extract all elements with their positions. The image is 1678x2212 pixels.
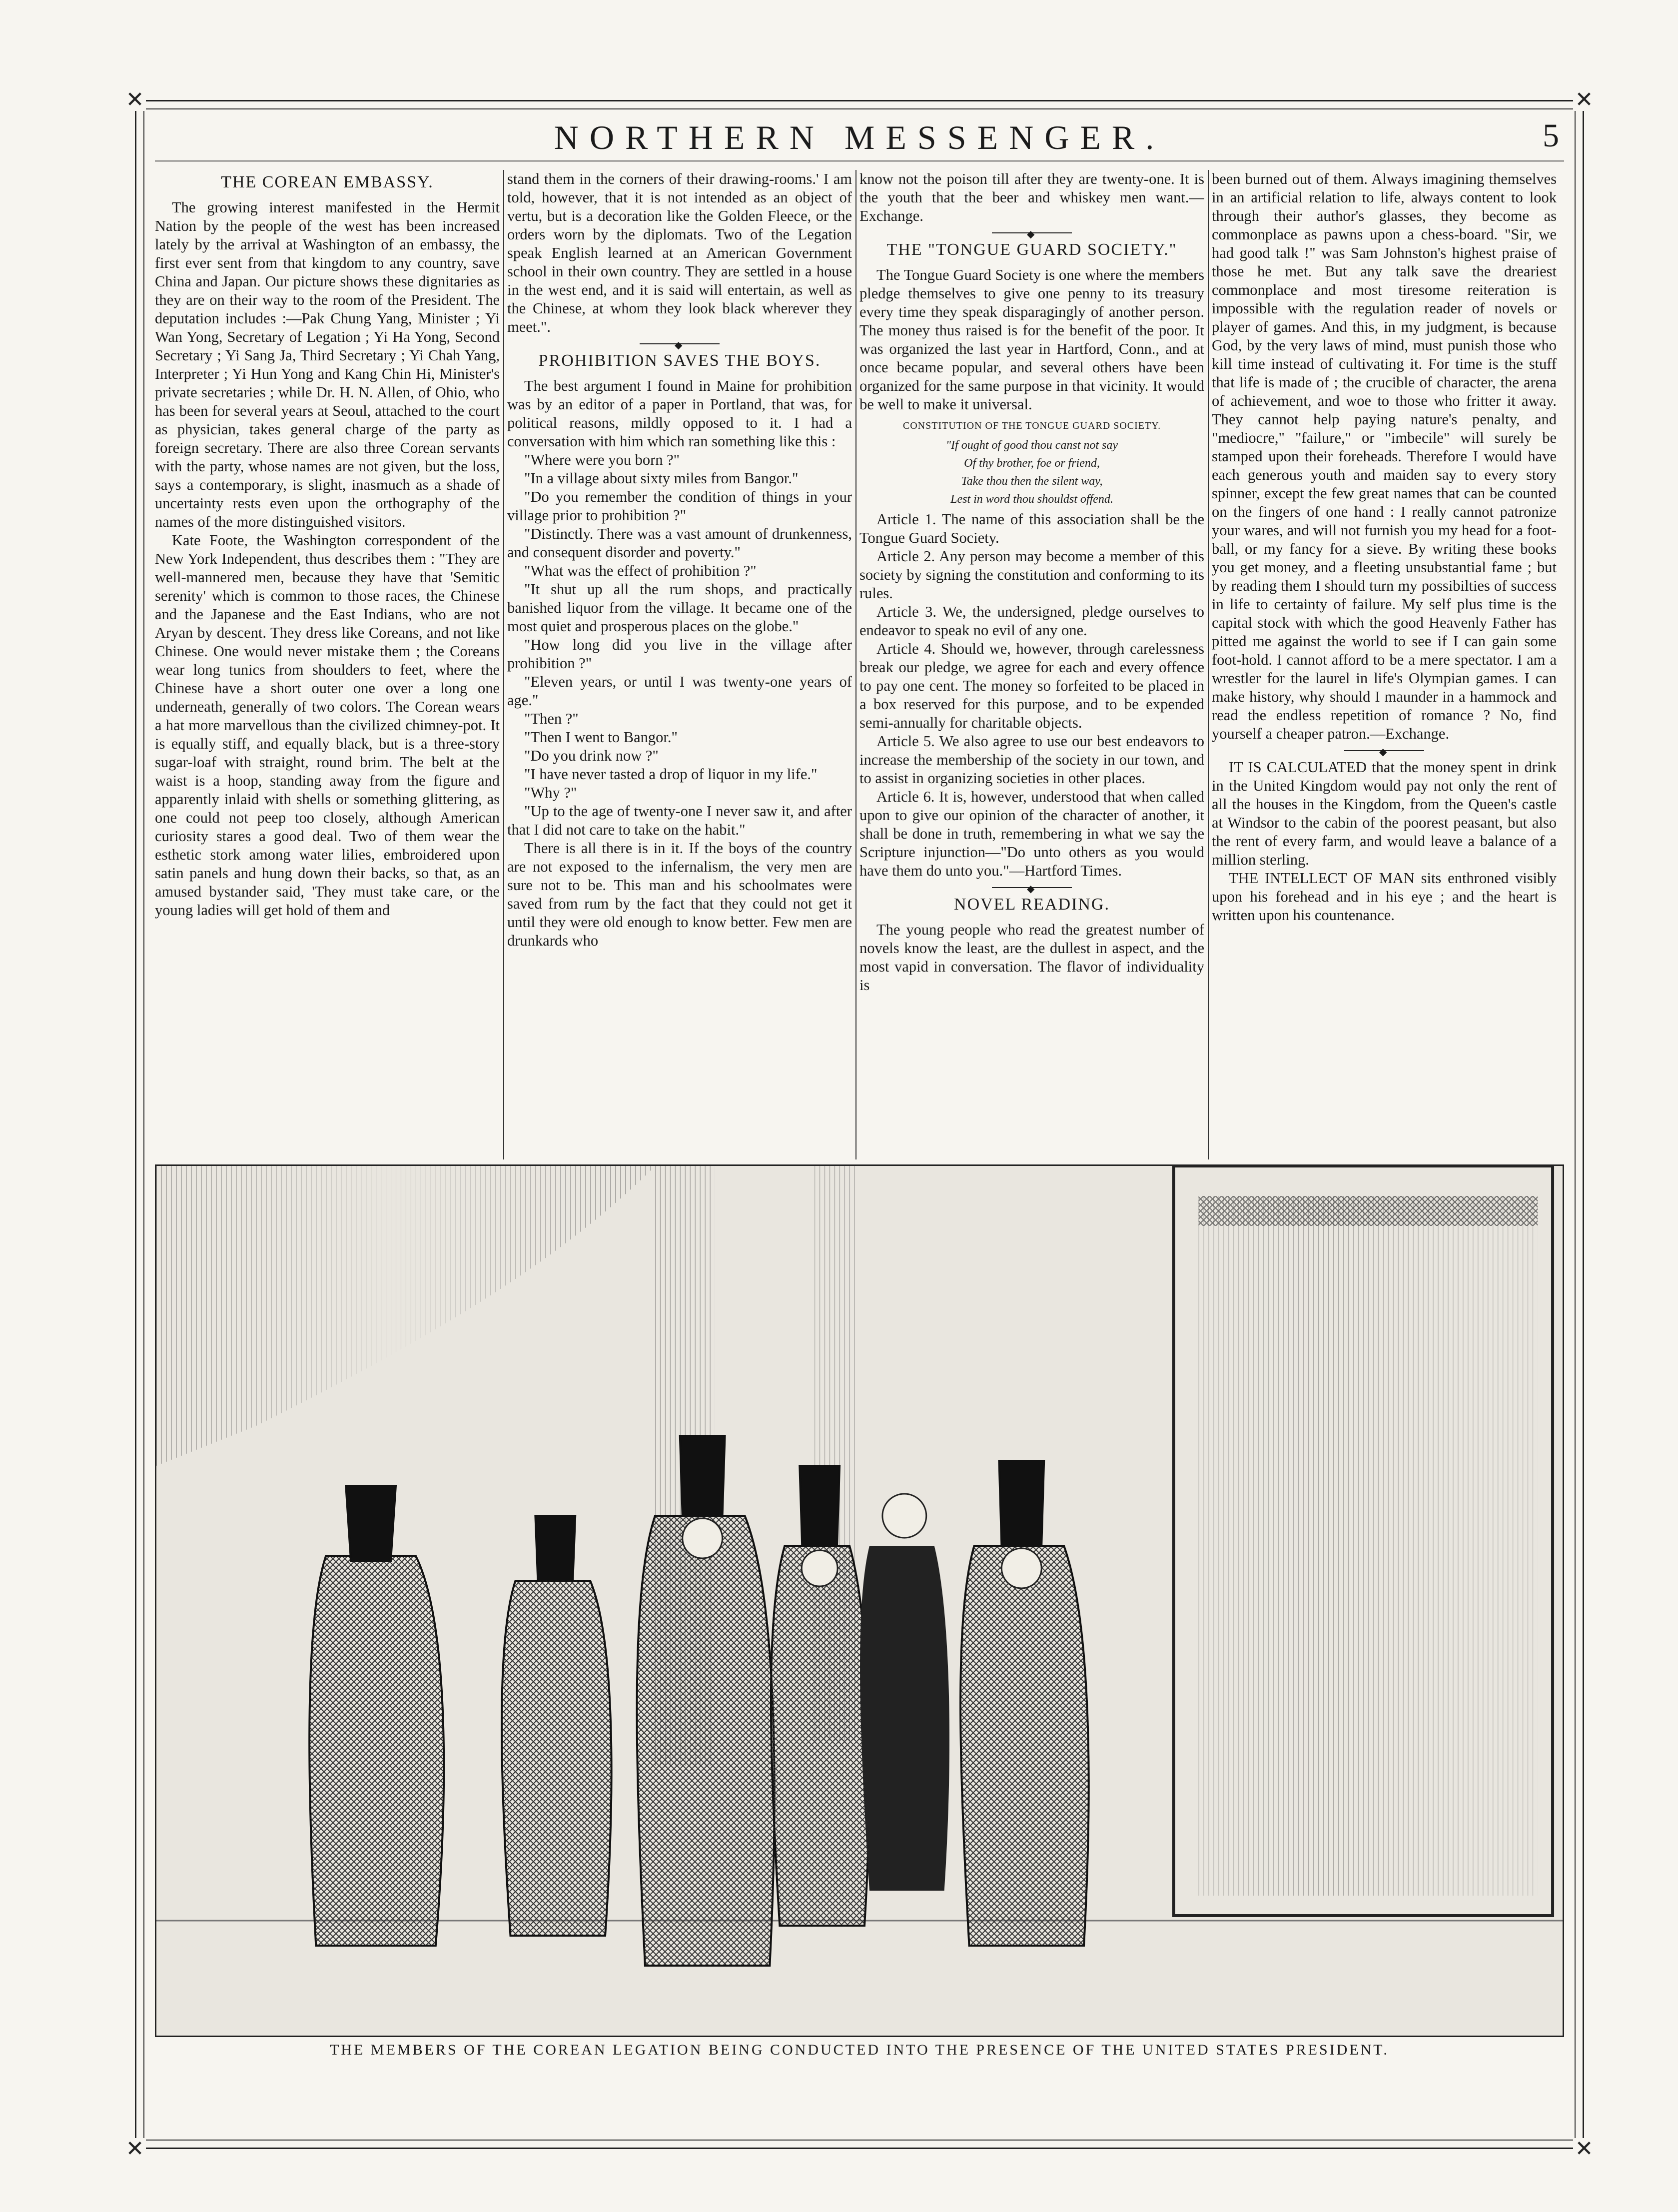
column-1 <box>155 170 500 1159</box>
article-heading-corean-embassy: THE COREAN EMBASSY. <box>221 173 434 191</box>
column-3 <box>859 170 1204 1159</box>
article-paragraph: IT IS CALCULATED that the money spent in drink in the United Kingdom would pay not only the rent of all the houses in the Kingdom, from the Queen's castle at Windsor to the cabin of the poorest peasant, but also the rent of every farm, and would leave a balance of a million sterling. <box>1212 759 1557 868</box>
dialogue-line: "Eleven years, or until I was twenty-one years of age." <box>507 673 852 709</box>
masthead <box>155 115 1564 161</box>
column-rule <box>503 170 504 1159</box>
corner-ornament-icon: ✕ <box>124 2138 146 2160</box>
section-divider <box>1344 750 1424 751</box>
dialogue-line: "Why ?" <box>524 784 577 801</box>
verse-line: Lest in word thou shouldst offend. <box>950 493 1113 506</box>
column-4 <box>1212 170 1557 1159</box>
article-paragraph: Article 1. The name of this association shall be the Tongue Guard Society. <box>859 511 1204 546</box>
dialogue-line: "I have never tasted a drop of liquor in my life." <box>524 766 818 783</box>
dialogue-line: "How long did you live in the village after prohibition ?" <box>507 636 852 672</box>
article-paragraph: been burned out of them. Always imagining themselves in an artificial relation to life, always content to look through their author's glasses, they become as commonplace as pawns upon a chess-board. "Sir, we had good talk !" was Sam Johnston's highest praise of those he met. But any talk save the dreariest commonplace and most tiresome reiteration is impossible with the regulation reader of novels or player of games. And this, in my judgment, is because God, by the very laws of mind, must punish those who kill time instead of cultivating it. For time is the stuff that life is made of ; the crucible of character, the arena of achievement, and woe to those who fritter it away. They cannot help paying nature's penalty, and "mediocre," "failure," or "imbecile" will surely be stamped upon their foreheads. Therefore I would have each generous youth and maiden say to every story spinner, except the few great names that can be counted on the fingers of one hand : I really cannot patronize your wares, and will not furnish you my head for a foot-ball, or my fancy for a sieve. By writing these books you get money, and a fleeting unsubstantial fame ; but by reading them I should turn my possibilties of success in life to certainty of failure. My self plus time is the capital stock with which the good Heavenly Father has pitted me against the world to see if I can gain some foot-hold. I cannot afford to be a mere spectator. I am a wrestler for the laurel in life's Olympian games. I can make history, why should I maunder in a hammock and read the endless repetition of romance ? No, find yourself a cheaper patron.—Exchange. <box>1212 170 1557 742</box>
article-paragraph: Kate Foote, the Washington correspondent of the New York Independent, thus describes them : "They are well-mannered men, because they have that 'Semitic serenity' which is common to those races, the Chinese and the Japanese and the East Indians, who are not Aryan by descent. They dress like Coreans, and not like Chinese. One would never mistake them ; the Coreans wear long tunics from shoulders to feet, where the Chinese have a short outer one over a long one underneath, generally of two colors. The Corean wears a hat more marvellous than the civilized chimney-pot. It is equally stiff, and equally black, but is a three-story sugar-loaf with straight, round brim. The belt at the waist is a hoop, standing away from the figure and apparently inlaid with shells or something glittering, as one could not peep too closely, although American curiosity stares a good deal. Two of them wear the esthetic stork among water lilies, embroidered upon satin panels and hung down their backs, so that, as an amused bystander said, 'They must take care, or the young ladies will get hold of them and <box>155 532 500 919</box>
dialogue-line: "In a village about sixty miles from Bangor." <box>524 470 799 487</box>
article-paragraph: There is all there is in it. If the boys of the country are not exposed to the infernalism, the very men are sure not to be. This man and his schoolmates were saved from rum by the fact that they could not get it until they were old enough to know better. Few men are drunkards who <box>507 840 852 949</box>
illustration-caption: THE MEMBERS OF THE COREAN LEGATION BEING CONDUCTED INTO THE PRESENCE OF THE UNITED STATES PRESIDENT. <box>330 2042 1389 2058</box>
column-rule <box>855 170 856 1159</box>
article-paragraph: stand them in the corners of their drawing-rooms.' I am told, however, that it is not intended as an object of vertu, but is a decoration like the Golden Fleece, or the orders worn by the diplomats. Two of the Legation speak English learned at an American Government school in their own country. They are settled in a house in the west end, and it is said will entertain, as well as the Chinese, at whom they look black wherever they meet.". <box>507 170 852 335</box>
article-paragraph: Article 6. It is, however, understood that when called upon to give our opinion of the character of another, it shall be done in truth, remembering in what we say the Scripture injunction—"Do unto others as you would have them do unto you."—Hartford Times. <box>859 788 1204 879</box>
section-divider <box>992 887 1072 888</box>
section-divider <box>992 232 1072 233</box>
corner-ornament-icon: ✕ <box>1573 89 1595 111</box>
column-rule <box>1208 170 1209 1159</box>
article-paragraph: The best argument I found in Maine for prohibition was by an editor of a paper in Portland, that was, for political reasons, mildly opposed to it. I had a conversation with him which ran something like this : <box>507 377 852 450</box>
article-paragraph: The Tongue Guard Society is one where the members pledge themselves to give one penny to its treasury every time they speak disparagingly of another person. The money thus raised is for the benefit of the poor. It was organized the last year in Hartford, Conn., and at once became popular, and several others have been organized for the same purpose in that vicinity. It would be well to make it universal. <box>859 266 1204 413</box>
article-heading-tongue-guard: THE "TONGUE GUARD SOCIETY." <box>886 240 1177 259</box>
article-paragraph: The growing interest manifested in the Hermit Nation by the people of the west has been increased lately by the arrival at Washington of an embassy, the first ever sent from that kingdom to any country, save China and Japan. Our picture shows these dignitaries as they are on their way to the room of the President. The deputation includes :—Pak Chung Yang, Minister ; Yi Wan Yong, Secretary of Legation ; Yi Ha Yong, Second Secretary ; Yi Sang Ja, Third Secretary ; Yi Chah Yang, Interpreter ; Yi Hun Yong and Kang Chin Hi, Minister's private secretaries ; while Dr. H. N. Allen, of Ohio, who has been for several years at Seoul, attached to the court as physician, takes general charge of the party as foreign secretary. There are also three Corean servants with the party, whose names are not given, but the loss, says a contemporary, is slight, inasmuch as a shade of uncertainty rests even upon the orthography of the names of the more distinguished visitors. <box>155 199 500 530</box>
article-heading-novel-reading: NOVEL READING. <box>954 895 1110 914</box>
engraving-illustration <box>155 1164 1564 2037</box>
masthead-title: NORTHERN MESSENGER. <box>554 118 1165 156</box>
article-columns <box>155 170 1564 1159</box>
dialogue-line: "Distinctly. There was a vast amount of drunkenness, and consequent disorder and poverty." <box>507 525 852 561</box>
dialogue-line: "Then ?" <box>524 710 579 727</box>
verse-line: "If ought of good thou canst not say <box>945 439 1118 452</box>
dialogue-line: "It shut up all the rum shops, and practically banished liquor from the village. It became one of the most quiet and prosperous places on the globe." <box>507 581 852 635</box>
engraving-drawing <box>156 1166 1563 2036</box>
dialogue-line: "Up to the age of twenty-one I never saw it, and after that I did not care to take on the habit." <box>507 803 852 838</box>
dialogue-line: "Then I went to Bangor." <box>524 729 678 746</box>
section-divider <box>640 343 720 344</box>
verse-line: Of thy brother, foe or friend, <box>964 457 1100 470</box>
column-2 <box>507 170 852 1159</box>
constitution-heading: CONSTITUTION OF THE TONGUE GUARD SOCIETY. <box>902 420 1161 431</box>
article-paragraph: THE INTELLECT OF MAN sits enthroned visibly upon his forehead and in his eye ; and the heart is written upon his countenance. <box>1212 870 1557 924</box>
dialogue-line: "Do you remember the condition of things in your village prior to prohibition ?" <box>507 488 852 524</box>
dialogue-line: "Where were you born ?" <box>524 451 680 468</box>
article-paragraph: Article 3. We, the undersigned, pledge ourselves to endeavor to speak no evil of any one. <box>859 603 1204 639</box>
verse-line: Take thou then the silent way, <box>961 475 1103 488</box>
article-paragraph: Article 2. Any person may become a member of this society by signing the constitution and conforming to its rules. <box>859 548 1204 602</box>
dialogue-line: "Do you drink now ?" <box>524 747 659 764</box>
corner-ornament-icon: ✕ <box>1573 2138 1595 2160</box>
article-paragraph: know not the poison till after they are twenty-one. It is the youth that the beer and whiskey men want.—Exchange. <box>859 170 1204 224</box>
article-paragraph: Article 4. Should we, however, through carelessness break our pledge, we agree for each and every offence to pay one cent. The money so forfeited to be placed in a box reserved for this purpose, and to be expended semi-annually for charitable objects. <box>859 640 1204 731</box>
article-paragraph: The young people who read the greatest number of novels know the least, are the dullest in aspect, and the most vapid in conversation. The flavor of individuality is <box>859 921 1204 994</box>
corner-ornament-icon: ✕ <box>124 89 146 111</box>
article-heading-prohibition: PROHIBITION SAVES THE BOYS. <box>538 351 821 370</box>
page-number: 5 <box>1543 117 1559 154</box>
dialogue-line: "What was the effect of prohibition ?" <box>524 562 757 579</box>
newspaper-page <box>125 87 1594 2161</box>
article-paragraph: Article 5. We also agree to use our best endeavors to increase the membership of the society in our town, and to assist in organizing societies in other places. <box>859 733 1204 787</box>
